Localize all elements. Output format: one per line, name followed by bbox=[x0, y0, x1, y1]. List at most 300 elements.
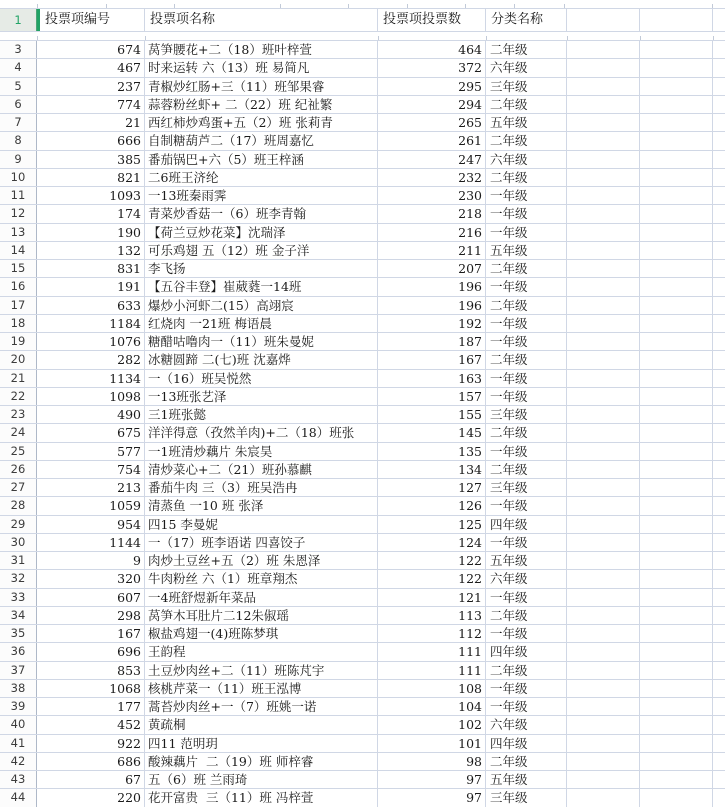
cell-empty[interactable] bbox=[640, 625, 713, 642]
cell-vote-item-name[interactable]: 番茄锅巴+六（5）班王梓涵 bbox=[145, 151, 378, 168]
cell-vote-item-name[interactable]: 自制糖葫芦二（17）班周嘉忆 bbox=[145, 132, 378, 149]
cell-vote-item-name[interactable]: 牛肉粉丝 六（1）班章翔杰 bbox=[145, 570, 378, 587]
cell-empty[interactable] bbox=[713, 607, 725, 624]
cell-empty[interactable] bbox=[640, 607, 713, 624]
row-header[interactable]: 18 bbox=[0, 315, 37, 332]
row-header[interactable]: 22 bbox=[0, 388, 37, 405]
cell-category-name[interactable]: 二年级 bbox=[486, 96, 567, 113]
row-header[interactable]: 10 bbox=[0, 169, 37, 186]
cell-empty[interactable] bbox=[640, 406, 713, 423]
cell-vote-count[interactable]: 207 bbox=[378, 260, 486, 277]
cell-empty[interactable] bbox=[567, 278, 640, 295]
cell-vote-count[interactable]: 127 bbox=[378, 479, 486, 496]
cell-empty[interactable] bbox=[640, 278, 713, 295]
cell-category-name[interactable]: 五年级 bbox=[486, 242, 567, 259]
cell-empty[interactable] bbox=[713, 278, 725, 295]
cell-empty[interactable] bbox=[713, 205, 725, 222]
cell-vote-item-id[interactable]: 675 bbox=[37, 424, 145, 441]
cell-vote-item-name[interactable]: 一13班张艺泽 bbox=[145, 388, 378, 405]
row-header[interactable]: 16 bbox=[0, 278, 37, 295]
cell-vote-item-name[interactable]: 冰糖圆蹄 二(七)班 沈嘉烨 bbox=[145, 351, 378, 368]
cell-category-name[interactable]: 三年级 bbox=[486, 406, 567, 423]
cell-vote-item-id[interactable]: 821 bbox=[37, 169, 145, 186]
cell-empty[interactable] bbox=[713, 315, 725, 332]
cell-vote-item-id[interactable]: 607 bbox=[37, 589, 145, 606]
row-header[interactable]: 24 bbox=[0, 424, 37, 441]
cell-vote-item-id[interactable]: 167 bbox=[37, 625, 145, 642]
cell-vote-item-name[interactable]: 可乐鸡翅 五（12）班 金子洋 bbox=[145, 242, 378, 259]
header-cell-vote-item-id[interactable]: 投票项编号 bbox=[37, 9, 145, 31]
cell-empty[interactable] bbox=[640, 388, 713, 405]
cell-empty[interactable] bbox=[567, 78, 640, 95]
cell-empty[interactable] bbox=[713, 260, 725, 277]
cell-empty[interactable] bbox=[640, 497, 713, 514]
cell-vote-count[interactable]: 121 bbox=[378, 589, 486, 606]
cell-vote-count[interactable]: 122 bbox=[378, 570, 486, 587]
cell-category-name[interactable]: 三年级 bbox=[486, 789, 567, 806]
cell-empty[interactable] bbox=[567, 589, 640, 606]
cell-vote-count[interactable]: 295 bbox=[378, 78, 486, 95]
cell-empty[interactable] bbox=[713, 406, 725, 423]
cell-empty[interactable] bbox=[713, 589, 725, 606]
cell-category-name[interactable]: 二年级 bbox=[486, 351, 567, 368]
cell-vote-item-id[interactable]: 633 bbox=[37, 297, 145, 314]
cell-empty[interactable] bbox=[640, 78, 713, 95]
cell-empty[interactable] bbox=[640, 315, 713, 332]
cell-vote-item-id[interactable]: 853 bbox=[37, 662, 145, 679]
cell-vote-item-id[interactable]: 320 bbox=[37, 570, 145, 587]
cell-empty[interactable] bbox=[567, 151, 640, 168]
cell-category-name[interactable]: 二年级 bbox=[486, 297, 567, 314]
cell-vote-count[interactable]: 108 bbox=[378, 680, 486, 697]
cell-vote-item-name[interactable]: 酸辣藕片 二（19）班 师梓睿 bbox=[145, 753, 378, 770]
cell-empty[interactable] bbox=[567, 771, 640, 788]
cell-vote-count[interactable]: 372 bbox=[378, 59, 486, 76]
cell-vote-item-name[interactable]: 清炒菜心+二（21）班孙慕麒 bbox=[145, 461, 378, 478]
cell-category-name[interactable]: 三年级 bbox=[486, 479, 567, 496]
cell-category-name[interactable]: 二年级 bbox=[486, 662, 567, 679]
cell-vote-item-id[interactable]: 452 bbox=[37, 716, 145, 733]
cell-vote-item-id[interactable]: 1184 bbox=[37, 315, 145, 332]
cell-empty[interactable] bbox=[567, 479, 640, 496]
cell-empty[interactable] bbox=[640, 516, 713, 533]
cell-vote-count[interactable]: 98 bbox=[378, 753, 486, 770]
cell-vote-item-id[interactable]: 237 bbox=[37, 78, 145, 95]
cell-vote-item-id[interactable]: 774 bbox=[37, 96, 145, 113]
cell-vote-item-name[interactable]: 四11 范明玥 bbox=[145, 735, 378, 752]
cell-vote-count[interactable]: 294 bbox=[378, 96, 486, 113]
cell-empty[interactable] bbox=[567, 625, 640, 642]
row-header[interactable]: 29 bbox=[0, 516, 37, 533]
cell-category-name[interactable]: 二年级 bbox=[486, 132, 567, 149]
cell-vote-item-name[interactable]: 核桃芹菜一（11）班王泓博 bbox=[145, 680, 378, 697]
row-header[interactable]: 12 bbox=[0, 205, 37, 222]
cell-category-name[interactable]: 六年级 bbox=[486, 151, 567, 168]
cell-vote-count[interactable]: 232 bbox=[378, 169, 486, 186]
cell-category-name[interactable]: 四年级 bbox=[486, 643, 567, 660]
cell-vote-item-id[interactable]: 490 bbox=[37, 406, 145, 423]
cell-vote-item-name[interactable]: 一13班秦雨霁 bbox=[145, 187, 378, 204]
cell-category-name[interactable]: 一年级 bbox=[486, 205, 567, 222]
cell-category-name[interactable]: 一年级 bbox=[486, 370, 567, 387]
row-header[interactable]: 44 bbox=[0, 789, 37, 806]
cell-vote-item-id[interactable]: 385 bbox=[37, 151, 145, 168]
row-header[interactable]: 40 bbox=[0, 716, 37, 733]
cell-empty[interactable] bbox=[640, 41, 713, 58]
cell-empty[interactable] bbox=[567, 753, 640, 770]
cell-empty[interactable] bbox=[713, 59, 725, 76]
cell-vote-count[interactable]: 157 bbox=[378, 388, 486, 405]
cell-empty[interactable] bbox=[567, 114, 640, 131]
cell-empty[interactable] bbox=[567, 570, 640, 587]
cell-empty[interactable] bbox=[713, 789, 725, 806]
cell-vote-count[interactable]: 113 bbox=[378, 607, 486, 624]
cell-empty[interactable] bbox=[713, 114, 725, 131]
cell-empty[interactable] bbox=[713, 424, 725, 441]
cell-empty[interactable] bbox=[713, 516, 725, 533]
cell-empty[interactable] bbox=[640, 169, 713, 186]
cell-empty[interactable] bbox=[713, 187, 725, 204]
cell-vote-item-name[interactable]: 莴笋木耳肚片二12朱俶瑶 bbox=[145, 607, 378, 624]
cell-vote-count[interactable]: 247 bbox=[378, 151, 486, 168]
cell-category-name[interactable]: 一年级 bbox=[486, 680, 567, 697]
cell-empty[interactable] bbox=[713, 479, 725, 496]
cell-category-name[interactable]: 二年级 bbox=[486, 169, 567, 186]
cell-empty[interactable] bbox=[567, 662, 640, 679]
cell-vote-item-id[interactable]: 666 bbox=[37, 132, 145, 149]
cell-vote-item-name[interactable]: 清蒸鱼 一10 班 张泽 bbox=[145, 497, 378, 514]
row-header[interactable]: 30 bbox=[0, 534, 37, 551]
cell-vote-item-id[interactable]: 686 bbox=[37, 753, 145, 770]
cell-empty[interactable] bbox=[640, 461, 713, 478]
cell-vote-item-id[interactable]: 754 bbox=[37, 461, 145, 478]
row-header[interactable]: 31 bbox=[0, 552, 37, 569]
cell-vote-count[interactable]: 124 bbox=[378, 534, 486, 551]
cell-empty[interactable] bbox=[640, 643, 713, 660]
cell-empty[interactable] bbox=[713, 132, 725, 149]
cell-vote-item-id[interactable]: 21 bbox=[37, 114, 145, 131]
cell-vote-item-name[interactable]: 青菜炒香菇一（6）班李青翰 bbox=[145, 205, 378, 222]
header-cell-empty[interactable] bbox=[640, 9, 713, 31]
cell-empty[interactable] bbox=[640, 260, 713, 277]
row-header[interactable]: 36 bbox=[0, 643, 37, 660]
cell-empty[interactable] bbox=[567, 716, 640, 733]
cell-vote-count[interactable]: 102 bbox=[378, 716, 486, 733]
cell-vote-item-id[interactable]: 177 bbox=[37, 698, 145, 715]
cell-vote-item-id[interactable]: 1093 bbox=[37, 187, 145, 204]
cell-vote-item-id[interactable]: 577 bbox=[37, 443, 145, 460]
row-header[interactable]: 28 bbox=[0, 497, 37, 514]
row-header[interactable]: 6 bbox=[0, 96, 37, 113]
cell-vote-item-name[interactable]: 洋洋得意（孜然羊肉)+二（18）班张 bbox=[145, 424, 378, 441]
row-header[interactable]: 32 bbox=[0, 570, 37, 587]
cell-vote-item-name[interactable]: 土豆炒肉丝+二（11）班陈芃宇 bbox=[145, 662, 378, 679]
cell-vote-count[interactable]: 145 bbox=[378, 424, 486, 441]
cell-empty[interactable] bbox=[567, 698, 640, 715]
row-header[interactable]: 39 bbox=[0, 698, 37, 715]
cell-empty[interactable] bbox=[713, 497, 725, 514]
cell-vote-item-name[interactable]: 一（16）班吴悦然 bbox=[145, 370, 378, 387]
cell-empty[interactable] bbox=[640, 479, 713, 496]
cell-vote-count[interactable]: 101 bbox=[378, 735, 486, 752]
cell-empty[interactable] bbox=[640, 242, 713, 259]
cell-vote-item-id[interactable]: 1068 bbox=[37, 680, 145, 697]
cell-empty[interactable] bbox=[640, 735, 713, 752]
cell-empty[interactable] bbox=[567, 351, 640, 368]
cell-vote-item-id[interactable]: 190 bbox=[37, 224, 145, 241]
cell-vote-item-id[interactable]: 1059 bbox=[37, 497, 145, 514]
cell-vote-item-name[interactable]: 莴笋腰花+二（18）班叶梓萱 bbox=[145, 41, 378, 58]
cell-empty[interactable] bbox=[713, 753, 725, 770]
cell-vote-item-id[interactable]: 1134 bbox=[37, 370, 145, 387]
cell-vote-count[interactable]: 155 bbox=[378, 406, 486, 423]
row-header[interactable]: 9 bbox=[0, 151, 37, 168]
cell-category-name[interactable]: 六年级 bbox=[486, 570, 567, 587]
cell-empty[interactable] bbox=[567, 552, 640, 569]
cell-category-name[interactable]: 一年级 bbox=[486, 333, 567, 350]
cell-empty[interactable] bbox=[640, 205, 713, 222]
row-header[interactable]: 20 bbox=[0, 351, 37, 368]
cell-vote-count[interactable]: 218 bbox=[378, 205, 486, 222]
cell-empty[interactable] bbox=[713, 388, 725, 405]
cell-category-name[interactable]: 一年级 bbox=[486, 497, 567, 514]
cell-empty[interactable] bbox=[713, 78, 725, 95]
cell-vote-item-name[interactable]: 黄疏桐 bbox=[145, 716, 378, 733]
cell-category-name[interactable]: 四年级 bbox=[486, 516, 567, 533]
header-cell-category-name[interactable]: 分类名称 bbox=[486, 9, 567, 31]
cell-empty[interactable] bbox=[567, 315, 640, 332]
cell-empty[interactable] bbox=[567, 789, 640, 806]
row-header[interactable]: 13 bbox=[0, 224, 37, 241]
cell-empty[interactable] bbox=[567, 132, 640, 149]
cell-empty[interactable] bbox=[567, 534, 640, 551]
cell-empty[interactable] bbox=[567, 516, 640, 533]
cell-category-name[interactable]: 二年级 bbox=[486, 607, 567, 624]
cell-empty[interactable] bbox=[713, 698, 725, 715]
cell-vote-item-id[interactable]: 1144 bbox=[37, 534, 145, 551]
cell-empty[interactable] bbox=[713, 370, 725, 387]
cell-empty[interactable] bbox=[640, 771, 713, 788]
cell-vote-count[interactable]: 196 bbox=[378, 297, 486, 314]
cell-empty[interactable] bbox=[567, 333, 640, 350]
cell-vote-item-id[interactable]: 282 bbox=[37, 351, 145, 368]
row-header[interactable]: 43 bbox=[0, 771, 37, 788]
cell-vote-item-name[interactable]: 番茄牛肉 三（3）班吴浩冉 bbox=[145, 479, 378, 496]
cell-vote-item-name[interactable]: 西红柿炒鸡蛋+五（2）班 张莉青 bbox=[145, 114, 378, 131]
row-header[interactable]: 23 bbox=[0, 406, 37, 423]
cell-category-name[interactable]: 一年级 bbox=[486, 589, 567, 606]
cell-category-name[interactable]: 一年级 bbox=[486, 625, 567, 642]
cell-vote-item-name[interactable]: 一1班清炒藕片 朱宸昊 bbox=[145, 443, 378, 460]
cell-empty[interactable] bbox=[640, 424, 713, 441]
cell-vote-item-name[interactable]: 椒盐鸡翅一(4)班陈梦琪 bbox=[145, 625, 378, 642]
row-header[interactable]: 38 bbox=[0, 680, 37, 697]
cell-vote-item-name[interactable]: 花开富贵 三（11）班 冯梓萱 bbox=[145, 789, 378, 806]
cell-empty[interactable] bbox=[713, 716, 725, 733]
row-header[interactable]: 26 bbox=[0, 461, 37, 478]
row-header[interactable]: 21 bbox=[0, 370, 37, 387]
cell-empty[interactable] bbox=[640, 132, 713, 149]
cell-vote-item-name[interactable]: 五（6）班 兰雨琦 bbox=[145, 771, 378, 788]
cell-empty[interactable] bbox=[713, 96, 725, 113]
cell-vote-item-id[interactable]: 954 bbox=[37, 516, 145, 533]
cell-empty[interactable] bbox=[713, 169, 725, 186]
cell-empty[interactable] bbox=[640, 443, 713, 460]
row-header[interactable]: 42 bbox=[0, 753, 37, 770]
cell-vote-item-name[interactable]: 李飞扬 bbox=[145, 260, 378, 277]
cell-vote-item-id[interactable]: 1076 bbox=[37, 333, 145, 350]
cell-category-name[interactable]: 五年级 bbox=[486, 552, 567, 569]
row-header[interactable]: 5 bbox=[0, 78, 37, 95]
row-header[interactable]: 41 bbox=[0, 735, 37, 752]
cell-vote-count[interactable]: 187 bbox=[378, 333, 486, 350]
cell-empty[interactable] bbox=[640, 552, 713, 569]
row-header[interactable]: 33 bbox=[0, 589, 37, 606]
cell-vote-item-name[interactable]: 青椒炒红肠+三（11）班邹果睿 bbox=[145, 78, 378, 95]
cell-empty[interactable] bbox=[567, 388, 640, 405]
cell-category-name[interactable]: 一年级 bbox=[486, 224, 567, 241]
cell-empty[interactable] bbox=[713, 461, 725, 478]
row-header[interactable]: 37 bbox=[0, 662, 37, 679]
cell-vote-item-name[interactable]: 蒿苔炒肉丝+一（7）班姚一诺 bbox=[145, 698, 378, 715]
cell-empty[interactable] bbox=[640, 662, 713, 679]
cell-empty[interactable] bbox=[567, 96, 640, 113]
cell-vote-item-id[interactable]: 696 bbox=[37, 643, 145, 660]
cell-empty[interactable] bbox=[713, 297, 725, 314]
cell-empty[interactable] bbox=[713, 570, 725, 587]
cell-empty[interactable] bbox=[713, 443, 725, 460]
cell-empty[interactable] bbox=[713, 333, 725, 350]
cell-empty[interactable] bbox=[640, 114, 713, 131]
cell-vote-item-name[interactable]: 【荷兰豆炒花菜】沈瑞泽 bbox=[145, 224, 378, 241]
cell-empty[interactable] bbox=[567, 242, 640, 259]
cell-vote-item-name[interactable]: 四15 李曼妮 bbox=[145, 516, 378, 533]
cell-category-name[interactable]: 五年级 bbox=[486, 114, 567, 131]
cell-category-name[interactable]: 二年级 bbox=[486, 753, 567, 770]
cell-category-name[interactable]: 一年级 bbox=[486, 698, 567, 715]
row-header[interactable]: 27 bbox=[0, 479, 37, 496]
cell-vote-count[interactable]: 230 bbox=[378, 187, 486, 204]
cell-category-name[interactable]: 一年级 bbox=[486, 315, 567, 332]
row-header[interactable]: 35 bbox=[0, 625, 37, 642]
cell-vote-item-id[interactable]: 674 bbox=[37, 41, 145, 58]
cell-empty[interactable] bbox=[713, 224, 725, 241]
cell-vote-count[interactable]: 125 bbox=[378, 516, 486, 533]
row-header[interactable]: 14 bbox=[0, 242, 37, 259]
cell-empty[interactable] bbox=[567, 461, 640, 478]
cell-empty[interactable] bbox=[640, 589, 713, 606]
cell-empty[interactable] bbox=[640, 570, 713, 587]
cell-empty[interactable] bbox=[567, 443, 640, 460]
cell-vote-item-id[interactable]: 922 bbox=[37, 735, 145, 752]
cell-vote-item-id[interactable]: 1098 bbox=[37, 388, 145, 405]
cell-empty[interactable] bbox=[567, 735, 640, 752]
cell-category-name[interactable]: 一年级 bbox=[486, 443, 567, 460]
cell-vote-item-id[interactable]: 213 bbox=[37, 479, 145, 496]
cell-empty[interactable] bbox=[640, 789, 713, 806]
row-header[interactable]: 8 bbox=[0, 132, 37, 149]
cell-empty[interactable] bbox=[640, 187, 713, 204]
cell-vote-item-id[interactable]: 132 bbox=[37, 242, 145, 259]
cell-vote-item-name[interactable]: 一（17）班李语诺 四喜饺子 bbox=[145, 534, 378, 551]
cell-vote-count[interactable]: 216 bbox=[378, 224, 486, 241]
cell-empty[interactable] bbox=[640, 333, 713, 350]
cell-empty[interactable] bbox=[640, 297, 713, 314]
row-header[interactable]: 34 bbox=[0, 607, 37, 624]
cell-vote-item-name[interactable]: 肉炒土豆丝+五（2）班 朱恩泽 bbox=[145, 552, 378, 569]
cell-empty[interactable] bbox=[640, 680, 713, 697]
cell-empty[interactable] bbox=[567, 297, 640, 314]
cell-empty[interactable] bbox=[640, 224, 713, 241]
cell-category-name[interactable]: 二年级 bbox=[486, 461, 567, 478]
cell-vote-count[interactable]: 196 bbox=[378, 278, 486, 295]
cell-empty[interactable] bbox=[713, 151, 725, 168]
cell-empty[interactable] bbox=[567, 41, 640, 58]
cell-category-name[interactable]: 六年级 bbox=[486, 716, 567, 733]
cell-vote-count[interactable]: 97 bbox=[378, 771, 486, 788]
row-header[interactable]: 17 bbox=[0, 297, 37, 314]
cell-vote-count[interactable]: 104 bbox=[378, 698, 486, 715]
cell-category-name[interactable]: 二年级 bbox=[486, 260, 567, 277]
row-header[interactable]: 15 bbox=[0, 260, 37, 277]
cell-category-name[interactable]: 二年级 bbox=[486, 424, 567, 441]
cell-empty[interactable] bbox=[640, 59, 713, 76]
header-cell-empty[interactable] bbox=[567, 9, 640, 31]
cell-empty[interactable] bbox=[567, 205, 640, 222]
cell-empty[interactable] bbox=[713, 534, 725, 551]
cell-empty[interactable] bbox=[713, 662, 725, 679]
cell-empty[interactable] bbox=[713, 552, 725, 569]
cell-vote-count[interactable]: 464 bbox=[378, 41, 486, 58]
cell-empty[interactable] bbox=[640, 370, 713, 387]
cell-category-name[interactable]: 一年级 bbox=[486, 278, 567, 295]
cell-vote-count[interactable]: 112 bbox=[378, 625, 486, 642]
cell-category-name[interactable]: 一年级 bbox=[486, 187, 567, 204]
cell-empty[interactable] bbox=[713, 771, 725, 788]
cell-empty[interactable] bbox=[567, 169, 640, 186]
row-header[interactable]: 7 bbox=[0, 114, 37, 131]
cell-empty[interactable] bbox=[567, 187, 640, 204]
header-cell-empty[interactable] bbox=[713, 9, 725, 31]
cell-category-name[interactable]: 五年级 bbox=[486, 771, 567, 788]
cell-vote-item-name[interactable]: 王韵程 bbox=[145, 643, 378, 660]
cell-empty[interactable] bbox=[567, 424, 640, 441]
row-header[interactable]: 4 bbox=[0, 59, 37, 76]
cell-vote-count[interactable]: 111 bbox=[378, 662, 486, 679]
cell-empty[interactable] bbox=[713, 680, 725, 697]
cell-vote-item-id[interactable]: 67 bbox=[37, 771, 145, 788]
cell-empty[interactable] bbox=[567, 680, 640, 697]
cell-category-name[interactable]: 一年级 bbox=[486, 388, 567, 405]
cell-vote-count[interactable]: 122 bbox=[378, 552, 486, 569]
cell-vote-item-name[interactable]: 红烧肉 一21班 梅语晨 bbox=[145, 315, 378, 332]
cell-category-name[interactable]: 三年级 bbox=[486, 78, 567, 95]
cell-category-name[interactable]: 一年级 bbox=[486, 534, 567, 551]
cell-empty[interactable] bbox=[567, 224, 640, 241]
cell-vote-item-id[interactable]: 174 bbox=[37, 205, 145, 222]
cell-vote-item-name[interactable]: 蒜蓉粉丝虾+ 二（22）班 纪祉繁 bbox=[145, 96, 378, 113]
cell-vote-item-id[interactable]: 220 bbox=[37, 789, 145, 806]
cell-empty[interactable] bbox=[567, 497, 640, 514]
row-header[interactable]: 11 bbox=[0, 187, 37, 204]
cell-empty[interactable] bbox=[567, 260, 640, 277]
cell-empty[interactable] bbox=[567, 643, 640, 660]
cell-vote-count[interactable]: 163 bbox=[378, 370, 486, 387]
header-cell-vote-count[interactable]: 投票项投票数 bbox=[378, 9, 486, 31]
cell-vote-count[interactable]: 265 bbox=[378, 114, 486, 131]
cell-vote-count[interactable]: 135 bbox=[378, 443, 486, 460]
cell-vote-item-id[interactable]: 467 bbox=[37, 59, 145, 76]
